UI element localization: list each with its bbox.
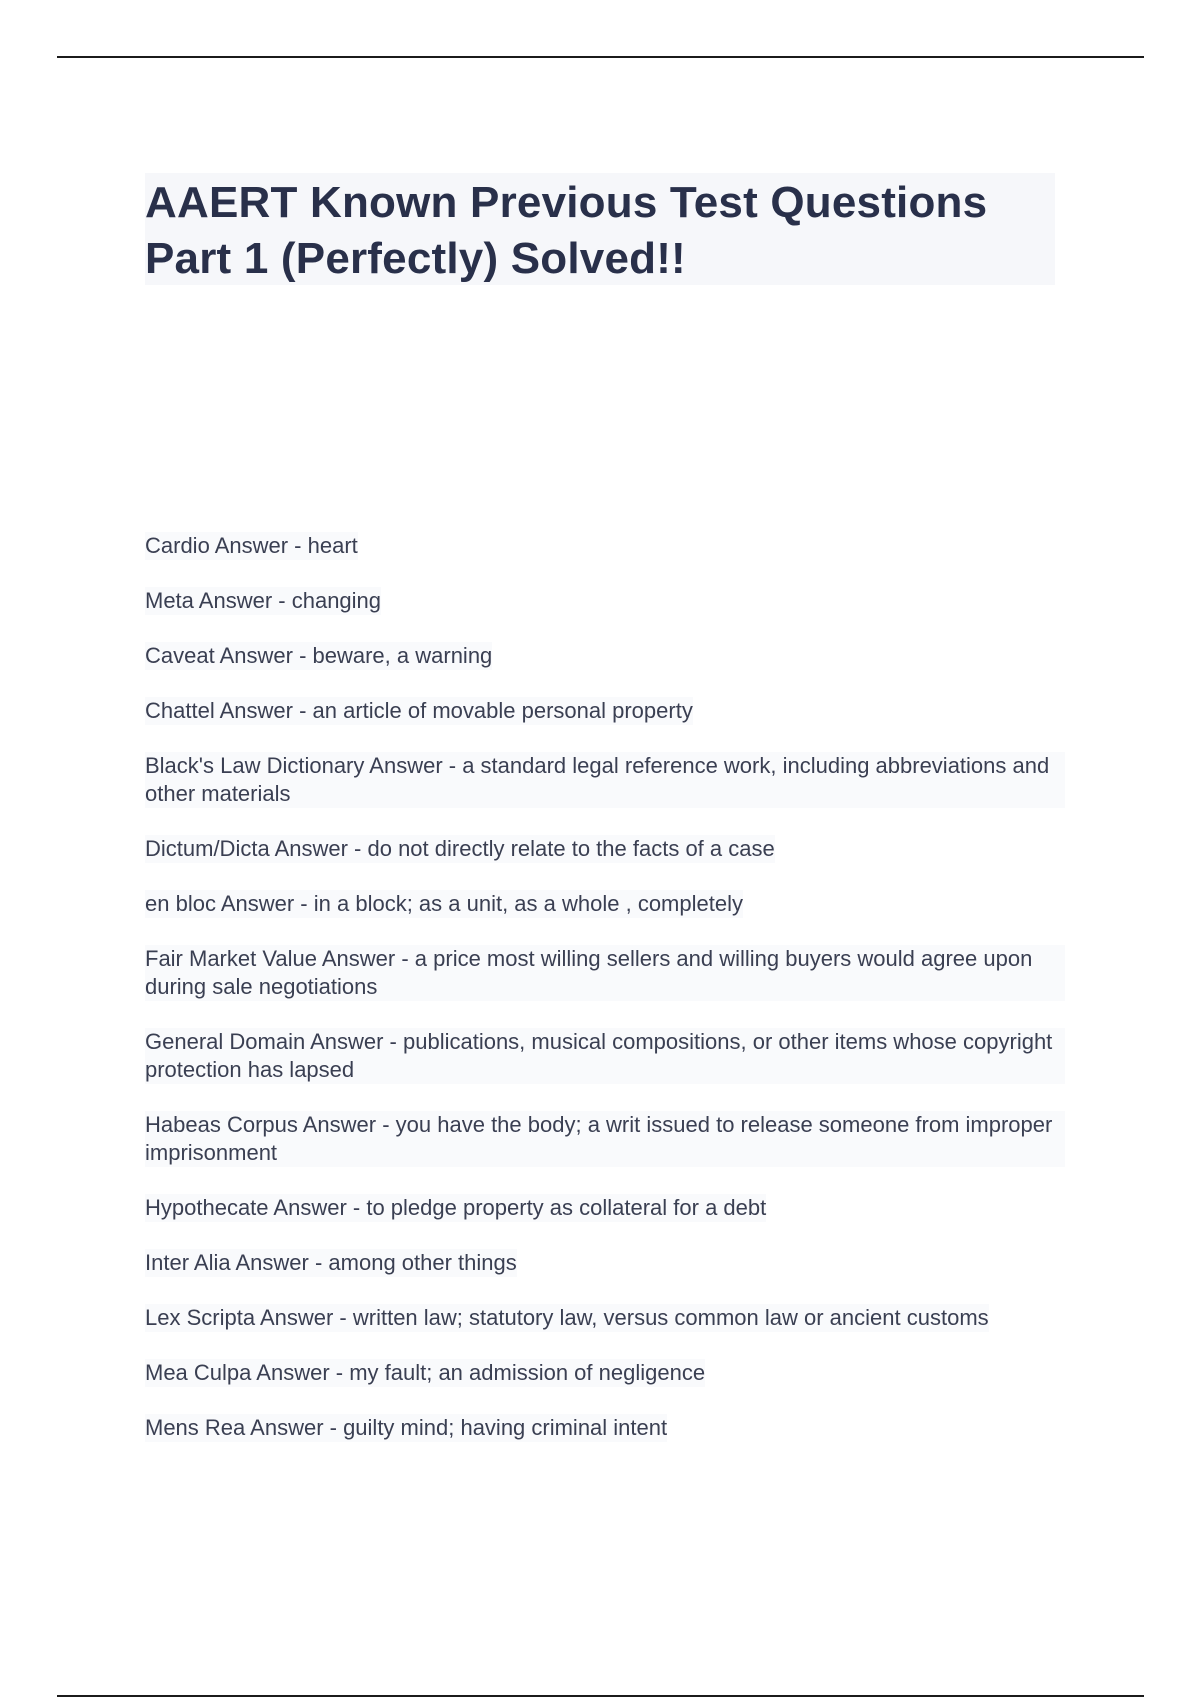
qa-item-mens-rea: Mens Rea Answer - guilty mind; having criminal intent: [145, 1415, 668, 1440]
qa-item-general-domain: General Domain Answer - publications, musical compositions, or other items whose copyright protection has lapsed: [145, 1028, 1065, 1084]
qa-item-blacks-law-dictionary: Black's Law Dictionary Answer - a standard legal reference work, including abbreviations and other materials: [145, 752, 1065, 808]
title-block: [145, 173, 1055, 285]
qa-item-mea-culpa: Mea Culpa Answer - my fault; an admission of negligence: [145, 1360, 706, 1385]
qa-item-dictum-dicta: Dictum/Dicta Answer - do not directly relate to the facts of a case: [145, 836, 775, 861]
qa-item-cardio: Cardio Answer - heart: [145, 533, 358, 558]
qa-item-caveat: Caveat Answer - beware, a warning: [145, 643, 493, 668]
qa-item-fair-market-value: Fair Market Value Answer - a price most willing sellers and willing buyers would agree upon during sale negotiations: [145, 945, 1065, 1001]
qa-list: [145, 532, 1065, 1469]
qa-item-en-bloc: en bloc Answer - in a block; as a unit, as a whole , completely: [145, 891, 743, 916]
document-title: AAERT Known Previous Test Questions Part 1 (Perfectly) Solved!!: [145, 178, 988, 283]
bottom-divider: [57, 1695, 1144, 1697]
qa-item-habeas-corpus: Habeas Corpus Answer - you have the body; a writ issued to release someone from improper imprisonment: [145, 1111, 1065, 1167]
top-divider: [57, 56, 1144, 58]
qa-item-chattel: Chattel Answer - an article of movable personal property: [145, 698, 693, 723]
qa-item-inter-alia: Inter Alia Answer - among other things: [145, 1250, 517, 1275]
qa-item-meta: Meta Answer - changing: [145, 588, 382, 613]
qa-item-hypothecate: Hypothecate Answer - to pledge property as collateral for a debt: [145, 1195, 767, 1220]
qa-item-lex-scripta: Lex Scripta Answer - written law; statutory law, versus common law or ancient customs: [145, 1305, 989, 1330]
